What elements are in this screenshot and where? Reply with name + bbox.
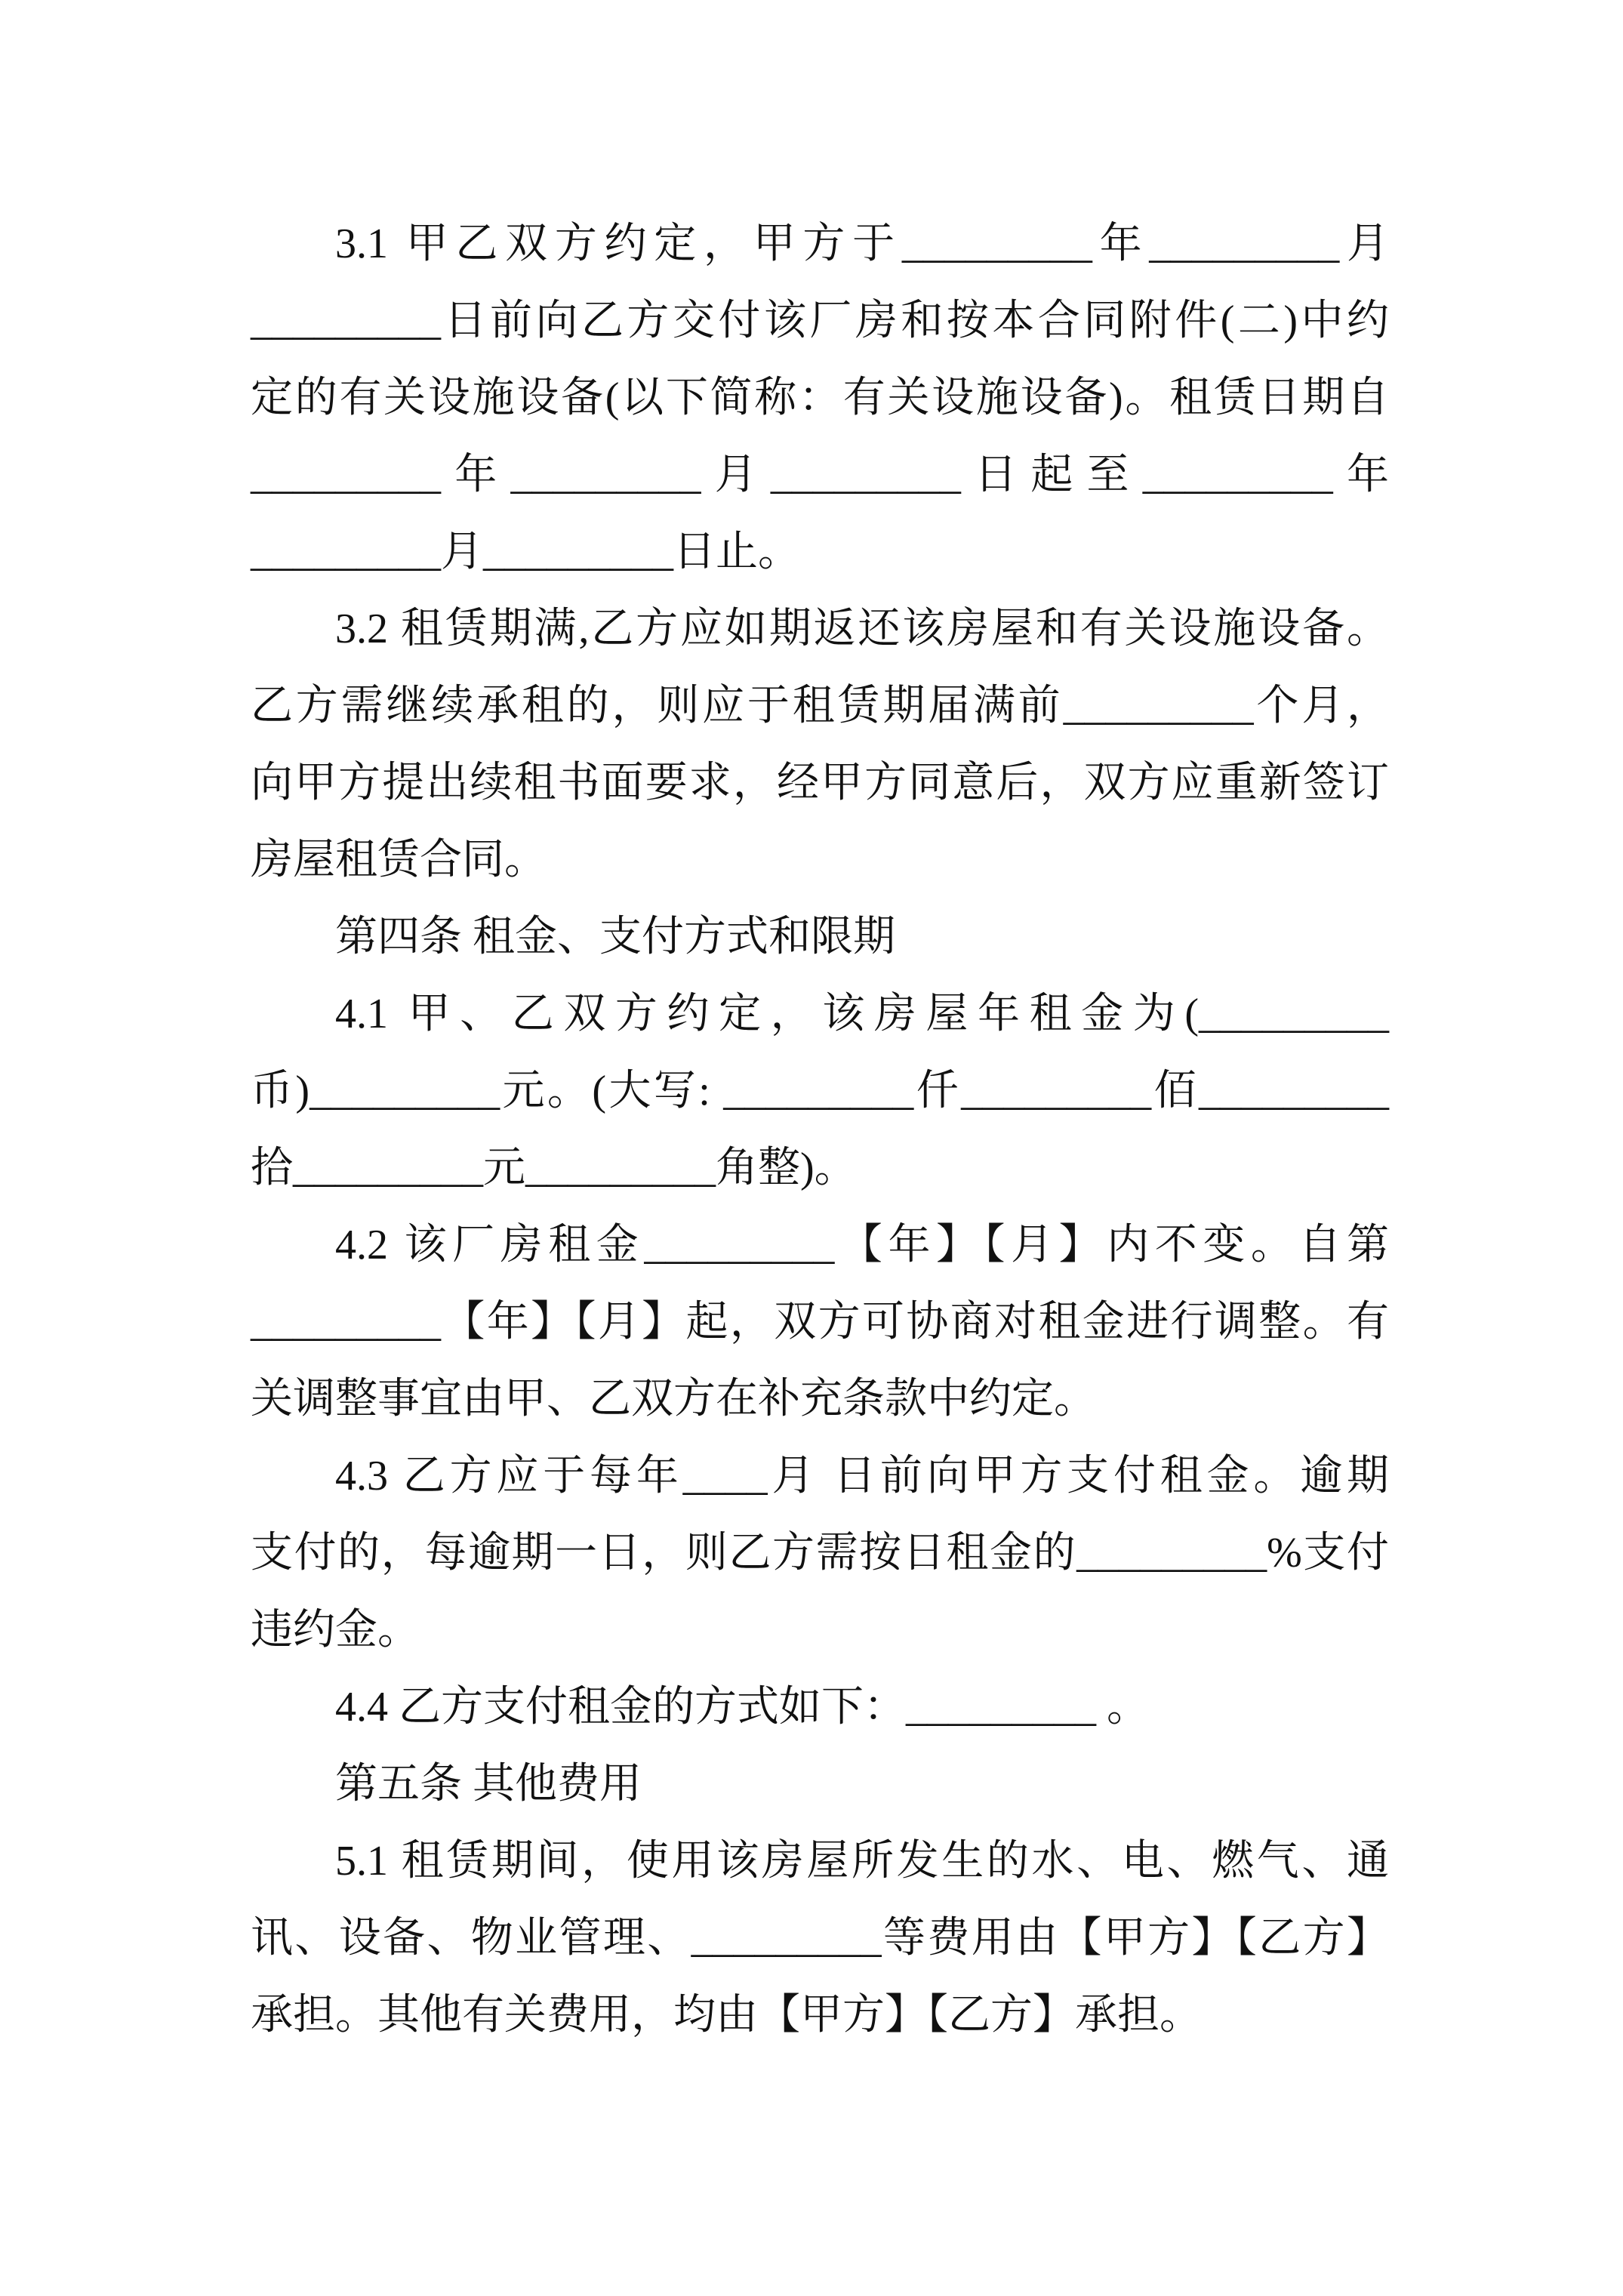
clause-3-2-line-1: 3.2 租赁期满,乙方应如期返还该房屋和有关设施设备。 — [335, 606, 1389, 652]
clause-4-2-line-1: 4.2 该厂房租金_________【年】【月】内不变。自第 — [335, 1222, 1389, 1268]
clause-3-2-line-4: 房屋租赁合同。 — [251, 837, 547, 883]
clause-4-3-line-2: 支付的，每逾期一日，则乙方需按日租金的_________%支付 — [251, 1530, 1389, 1576]
article-4-heading — [251, 898, 1389, 975]
clause-3-2-line-2: 乙方需继续承租的，则应于租赁期届满前_________个月， — [251, 683, 1389, 729]
clause-3-1-line-1: 3.1 甲乙双方约定，甲方于_________年_________月 — [335, 220, 1389, 267]
clause-3-1 — [251, 205, 1389, 590]
clause-4-2-line-3: 关调整事宜由甲、乙双方在补充条款中约定。 — [251, 1376, 1096, 1422]
article-4-heading-text: 第四条 租金、支付方式和限期 — [335, 914, 895, 960]
clause-5-1-line-3: 承担。其他有关费用，均由【甲方】【乙方】承担。 — [251, 1992, 1202, 2039]
clause-4-3-line-1: 4.3 乙方应于每年____月 日前向甲方支付租金。逾期 — [335, 1453, 1389, 1499]
clause-4-4-line-1: 4.4 乙方支付租金的方式如下：_________ 。 — [335, 1684, 1149, 1730]
clause-4-1-line-3: 拾_________元_________角整)。 — [251, 1145, 857, 1191]
clause-4-1-line-2: 币)_________元。(大写: _________仟_________佰_________ — [251, 1068, 1389, 1114]
clause-3-1-line-3: 定的有关设施设备(以下简称：有关设施设备)。租赁日期自 — [251, 374, 1389, 421]
clause-3-1-line-4: _________年_________月_________日起至_________年 — [251, 451, 1390, 498]
clause-3-2 — [251, 590, 1389, 898]
clause-3-1-line-2: _________日前向乙方交付该厂房和按本合同附件(二)中约 — [251, 297, 1389, 344]
clause-4-3 — [251, 1438, 1389, 1669]
article-5-heading — [251, 1746, 1389, 1823]
clause-4-1-line-1: 4.1 甲、乙双方约定，该房屋年租金为(_________ — [335, 991, 1389, 1037]
clause-4-4 — [251, 1669, 1389, 1746]
clause-3-1-line-5: _________月_________日止。 — [251, 529, 800, 575]
clause-4-3-line-3: 违约金。 — [251, 1607, 420, 1653]
clause-4-2-line-2: _________【年】【月】起，双方可协商对租金进行调整。有 — [251, 1299, 1389, 1345]
clause-4-2 — [251, 1207, 1389, 1438]
clause-5-1 — [251, 1823, 1389, 2054]
clause-5-1-line-1: 5.1 租赁期间，使用该房屋所发生的水、电、燃气、通 — [335, 1838, 1389, 1885]
clause-5-1-line-2: 讯、设备、物业管理、_________等费用由【甲方】【乙方】 — [251, 1915, 1389, 1962]
clause-4-1 — [251, 975, 1389, 1207]
contract-body — [251, 205, 1389, 2054]
article-5-heading-text: 第五条 其他费用 — [335, 1761, 642, 1808]
clause-3-2-line-3: 向甲方提出续租书面要求，经甲方同意后，双方应重新签订 — [251, 760, 1389, 806]
